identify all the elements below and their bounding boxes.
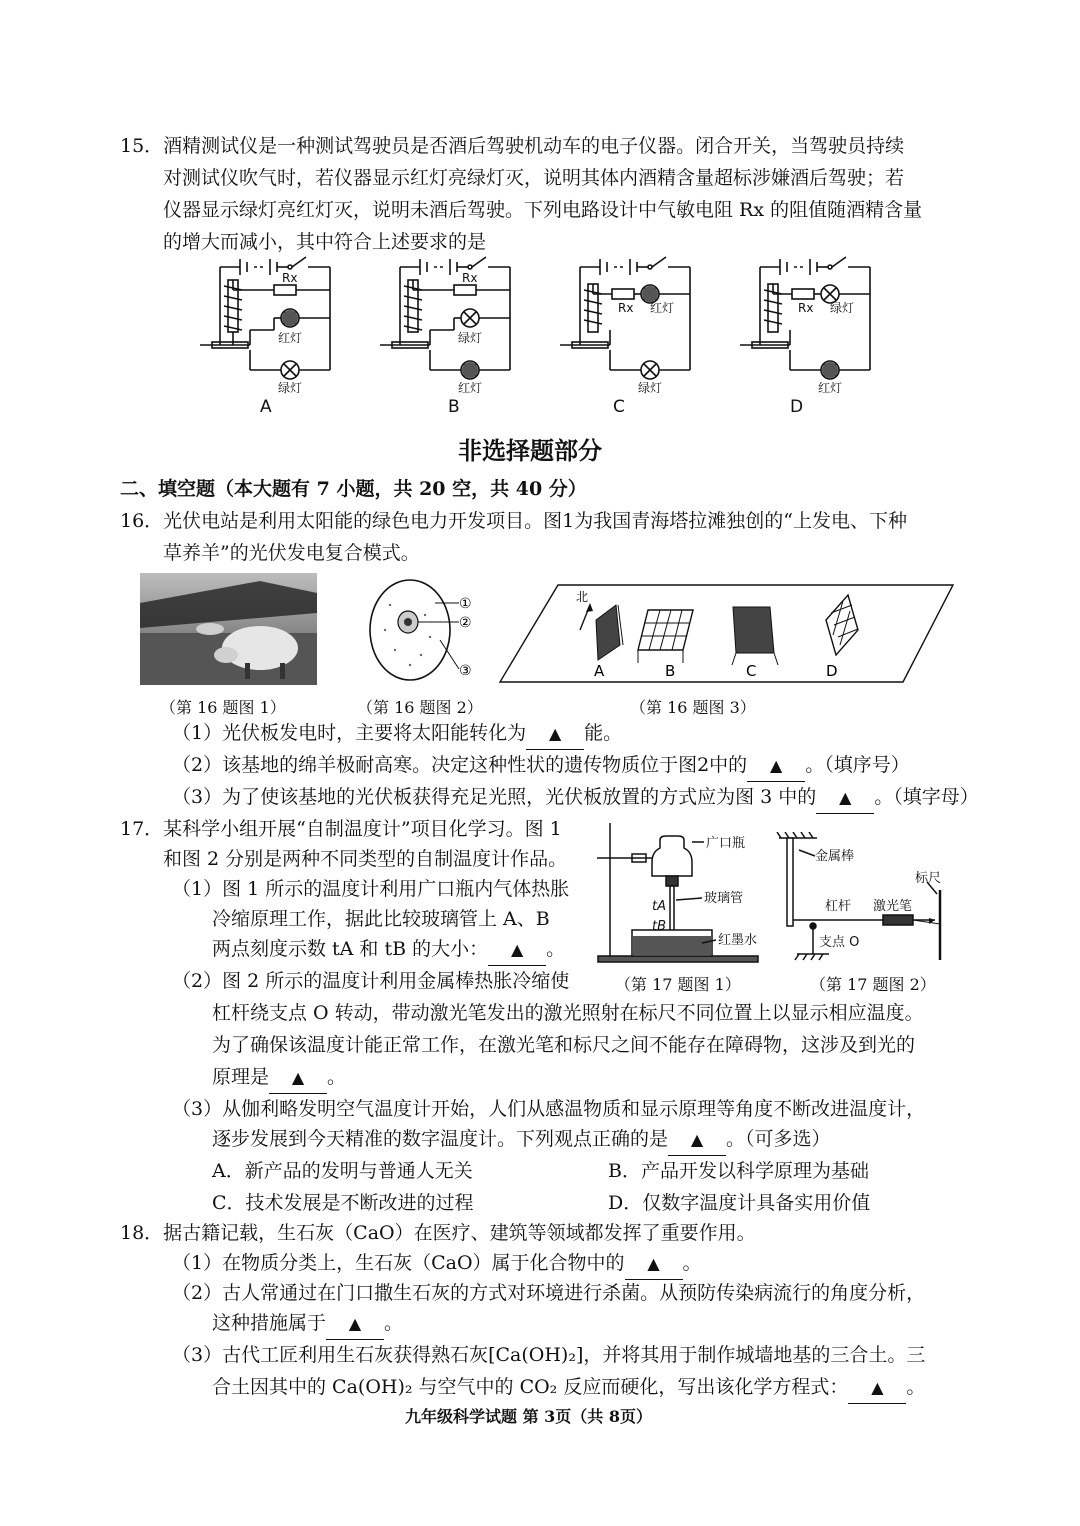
- circuit-d-lamp-bottom: 红灯: [818, 381, 843, 395]
- q16-sub2: （2）该基地的绵羊极耐高寒。决定这种性状的遗传物质位于图2中的 ▲ 。（填序号）: [172, 750, 910, 782]
- q17-line-7: 杠杆绕支点 O 转动，带动激光笔发出的激光照射在标尺不同位置上以显示相应温度。: [212, 1002, 924, 1024]
- q17-line-2: 和图 2 分别是两种不同类型的自制温度计作品。: [163, 848, 568, 870]
- fig17-2-rod: 金属棒: [815, 849, 855, 864]
- panel-label-c: C: [746, 662, 757, 680]
- q18-sub3-line1: （3）古代工匠利用生石灰获得熟石灰[Ca(OH)₂]，并将其用于制作城墙地基的三合土。三: [172, 1344, 926, 1366]
- q17-line-11: 逐步发展到今天精准的数字温度计。下列观点正确的是 ▲ 。（可多选）: [212, 1124, 831, 1156]
- q15-line-3: 仪器显示绿灯亮红灯灭，说明未酒后驾驶。下列电路设计中气敏电阻 Rx 的阻值随酒精含量: [163, 199, 923, 221]
- circuit-b-label: B: [448, 397, 460, 417]
- north-label: 北: [576, 590, 589, 604]
- circuit-b-rx: Rx: [462, 271, 478, 285]
- answer-blank[interactable]: ▲: [668, 1124, 726, 1156]
- circuit-d-label: D: [790, 397, 804, 417]
- panel-label-b: B: [665, 662, 676, 680]
- panel-label-a: A: [594, 662, 605, 680]
- q17-line-9: 原理是 ▲ 。: [212, 1062, 346, 1094]
- circuit-d-rx: Rx: [798, 301, 814, 315]
- answer-blank[interactable]: ▲: [488, 934, 546, 966]
- q17-line-8: 为了确保该温度计能正常工作，在激光笔和标尺之间不能存在障碍物，这涉及到光的: [212, 1034, 916, 1056]
- q16-line-2: 草养羊”的光伏发电复合模式。: [163, 542, 420, 564]
- circuit-a-lamp-bottom: 绿灯: [278, 381, 303, 395]
- panel-label-d: D: [826, 662, 838, 680]
- q17-line-1: 17．某科学小组开展“自制温度计”项目化学习。图 1: [120, 818, 562, 840]
- circuit-d-lamp-top: 绿灯: [830, 301, 855, 315]
- section-title: 非选择题部分: [458, 437, 602, 465]
- q17-fig1-caption: （第 17 题图 1）: [615, 975, 741, 994]
- answer-blank[interactable]: ▲: [816, 782, 874, 814]
- q18-sub2-line1: （2）古人常通过在门口撒生石灰的方式对环境进行杀菌。从预防传染病流行的角度分析，: [172, 1282, 926, 1304]
- q16-line-1: 16．光伏电站是利用太阳能的绿色电力开发项目。图1为我国青海塔拉滩独创的“上发电、下种: [120, 510, 907, 532]
- circuit-a-label: A: [260, 397, 272, 417]
- q17-fig1: [592, 818, 782, 968]
- q17-fig2: [775, 832, 955, 967]
- q16-sub1: （1）光伏板发电时，主要将太阳能转化为 ▲ 能。: [172, 718, 622, 750]
- q17-line-5: 两点刻度示数 tA 和 tB 的大小： ▲ 。: [212, 934, 565, 966]
- circuit-c-rx: Rx: [618, 301, 634, 315]
- answer-blank[interactable]: ▲: [269, 1062, 327, 1094]
- fig17-1-ink: 红墨水: [718, 933, 758, 948]
- q17-fig2-caption: （第 17 题图 2）: [810, 975, 936, 994]
- answer-blank[interactable]: ▲: [326, 1308, 384, 1340]
- fig17-1-bottle: 广口瓶: [706, 836, 746, 851]
- fig17-2-lever: 杠杆: [825, 899, 852, 914]
- cell-label-1: ①: [459, 596, 472, 612]
- answer-blank[interactable]: ▲: [747, 750, 805, 782]
- circuit-c-lamp-top: 红灯: [650, 301, 675, 315]
- circuit-a-rx: Rx: [282, 271, 298, 285]
- answer-blank[interactable]: ▲: [526, 718, 584, 750]
- cell-label-3: ③: [459, 663, 472, 679]
- q15-line-1: 15．酒精测试仪是一种测试驾驶员是否酒后驾驶机动车的电子仪器。闭合开关，当驾驶员持续: [120, 135, 905, 157]
- cell-label-2: ②: [459, 615, 472, 631]
- q17-line-6: （2）图 2 所示的温度计利用金属棒热胀冷缩使: [172, 970, 570, 992]
- q16-fig3-panels: [498, 575, 958, 685]
- q16-fig1-photo: [140, 573, 317, 685]
- circuit-a-lamp-top: 红灯: [278, 331, 303, 345]
- answer-blank[interactable]: ▲: [625, 1248, 683, 1280]
- fig17-1-tube: 玻璃管: [704, 891, 744, 906]
- q16-fig2-cell: [355, 575, 485, 685]
- q17-line-3: （1）图 1 所示的温度计利用广口瓶内气体热胀: [172, 878, 570, 900]
- q18-sub3-line2: 合土因其中的 Ca(OH)₂ 与空气中的 CO₂ 反应而硬化，写出该化学方程式： ▲ 。: [212, 1372, 925, 1404]
- q17-option-b[interactable]: B．产品开发以科学原理为基础: [608, 1160, 869, 1182]
- q17-line-4: 冷缩原理工作，据此比较玻璃管上 A、B: [212, 908, 550, 930]
- circuit-b-lamp-bottom: 红灯: [458, 381, 483, 395]
- q15-line-2: 对测试仪吹气时，若仪器显示红灯亮绿灯灭，说明其体内酒精含量超标涉嫌酒后驾驶；若: [163, 167, 905, 189]
- q17-option-c[interactable]: C．技术发展是不断改进的过程: [212, 1192, 474, 1214]
- fig17-1-ta: tA: [652, 899, 666, 914]
- q18-sub1: （1）在物质分类上，生石灰（CaO）属于化合物中的 ▲ 。: [172, 1248, 702, 1280]
- fig17-2-laser: 激光笔: [873, 899, 913, 914]
- q18-sub2-line2: 这种措施属于 ▲ 。: [212, 1308, 403, 1340]
- q15-circuits: [190, 250, 920, 425]
- circuit-b-lamp-top: 绿灯: [458, 331, 483, 345]
- page-footer: 九年级科学试题 第 3页（共 8页）: [405, 1407, 652, 1426]
- fig17-2-ruler: 标尺: [915, 871, 942, 886]
- circuit-c-lamp-bottom: 绿灯: [638, 381, 663, 395]
- q17-line-10: （3）从伽利略发明空气温度计开始，人们从感温物质和显示原理等角度不断改进温度计，: [172, 1098, 926, 1120]
- q18-line-1: 18．据古籍记载，生石灰（CaO）在医疗、建筑等领域都发挥了重要作用。: [120, 1222, 756, 1244]
- circuit-c-label: C: [613, 397, 625, 417]
- q15-line-4: 的增大而减小，其中符合上述要求的是: [163, 231, 487, 253]
- answer-blank[interactable]: ▲: [848, 1372, 906, 1404]
- q16-fig1-caption: （第 16 题图 1）: [160, 698, 286, 717]
- q16-fig2-caption: （第 16 题图 2）: [357, 698, 483, 717]
- q16-fig3-caption: （第 16 题图 3）: [630, 698, 756, 717]
- q17-option-a[interactable]: A．新产品的发明与普通人无关: [212, 1160, 473, 1182]
- q16-sub3: （3）为了使该基地的光伏板获得充足光照，光伏板放置的方式应为图 3 中的 ▲ 。（填字母）: [172, 782, 979, 814]
- fig17-2-pivot: 支点 O: [819, 935, 860, 950]
- section2-heading: 二、填空题（本大题有 7 小题，共 20 空，共 40 分）: [120, 478, 587, 500]
- fig17-1-tb: tB: [652, 919, 667, 934]
- q17-option-d[interactable]: D．仅数字温度计具备实用价值: [608, 1192, 871, 1214]
